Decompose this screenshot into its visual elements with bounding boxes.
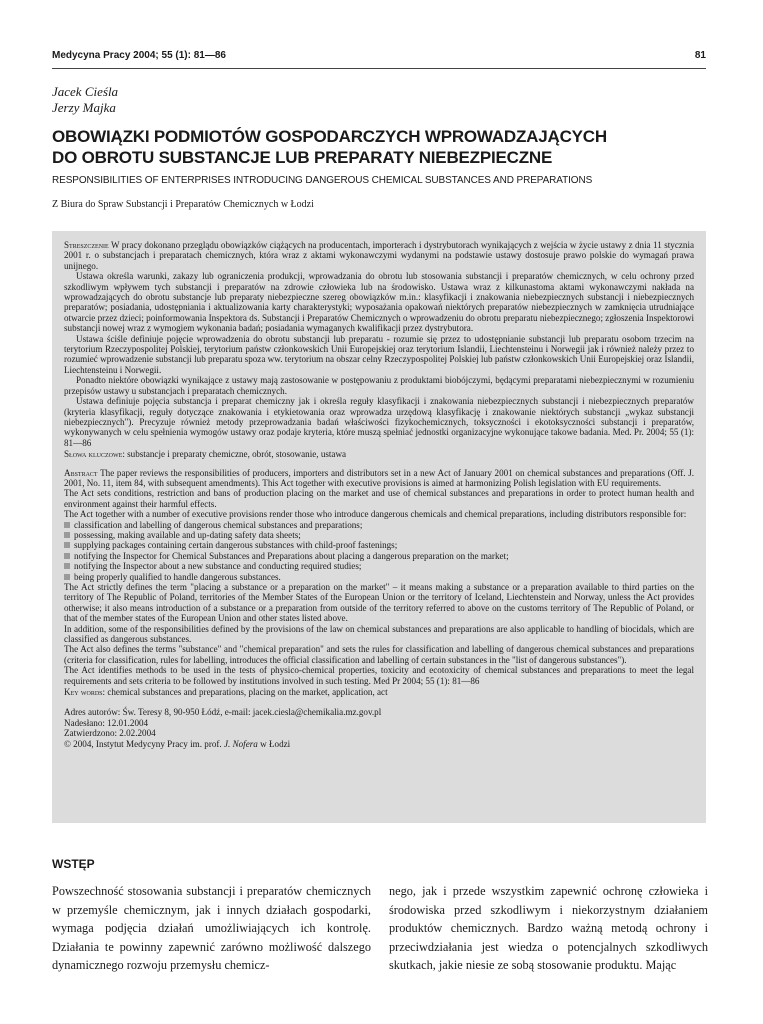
title-line: OBOWIĄZKI PODMIOTÓW GOSPODARCZYCH WPROWADZAJĄCYCH	[52, 127, 607, 146]
streszczenie-paragraph: Ustawa ściśle definiuje pojęcie wprowadzenia do obrotu substancji lub preparatu - rozumie się przez to udostępnianie substancji lub preparatu osobom trzecim na terytorium Rzeczypospolitej Polskiej, terytorium państw członkowskich Unii Europejskiej oraz terytorium Islandii, Liechtensteinu i Norwegii jak i również należy przez to rozumieć wprowadzenie substancji lub preparatu spoza ww. terytorium na obszar celny Rzeczypospolitej Polskiej lub państw członkowskich Unii Europejskiej oraz Islandii, Liechtensteinu i Norwegii.	[64, 333, 694, 375]
abstract-paragraph: The Act sets conditions, restriction and bans of production placing on the market and use of chemical substances and preparations in order to protect human health and environment against their harmful effects.	[64, 488, 694, 509]
affiliation: Z Biura do Spraw Substancji i Preparatów Chemicznych w Łodzi	[52, 199, 314, 210]
body-column-right: nego, jak i przede wszystkim zapewnić ochronę człowieka i środowiska przed szkodliwym i niekorzystnym działaniem produktów chemicznych. Bardzo ważną metodą ochrony i przeciwdziałania jest wiedza o potencjalnych szkodliwych skutkach, jakie niesie ze sobą stosowanie produktu. Mając	[389, 884, 708, 973]
bullet-item: notifying the Inspector about a new substance and conducting required studies;	[64, 561, 694, 571]
abstract-paragraph: The Act identifies methods to be used in the tests of physico-chemical properties, toxicity and ecotoxicity of chemical substances and preparations to meet the legal requirements and sets criteria to be followed by institutions involved in such testing. Med Pr 2004; 55 (1): 81—86	[64, 665, 694, 686]
abstract-paragraph: The Act also defines the terms "substance" and "chemical preparation" and sets the rules for classification and labelling of dangerous chemical substances and preparations (criteria for classification, rules for labelling, introduces the official classification and labelling of certain substances in the "list of dangerous substances").	[64, 644, 694, 665]
english-title: RESPONSIBILITIES OF ENTERPRISES INTRODUCING DANGEROUS CHEMICAL SUBSTANCES AND PREPARATIONS	[52, 175, 593, 186]
received-date: Nadesłano: 12.01.2004	[64, 718, 149, 729]
streszczenie-paragraph: Ustawa definiuje pojęcia substancja i preparat chemiczny jak i określa reguły klasyfikacji i znakowania niebezpiecznych substancji i niebezpiecznych preparatów (kryteria klasyfikacji, reguły dotyczące znakowania i etykietowania oraz wprowadza urzędową klasyfikację i znakowanie niektórych substancji „wykaz substancji niebezpiecznych"). Precyzuje również metody przeprowadzania badań właściwości fizykochemicznych, toksyczności i ekotoksyczności substancji i preparatów, wykonywanych w celu spełnienia wymogów ustawy oraz podaje kryteria, które muszą spełniać jednostki organizacyjne wykonujące takowe badania. Med. Pr. 2004; 55 (1): 81—86	[64, 396, 694, 448]
english-keywords: Key words: chemical substances and preparations, placing on the market, application, act	[64, 687, 388, 698]
streszczenie-label: Streszczenie	[64, 240, 109, 250]
square-bullet-icon	[64, 563, 70, 569]
abstract-paragraph: In addition, some of the responsibilities defined by the provisions of the law on chemical substances and preparations are also applicable to handling of biocidals, which are classified as dangerous substances.	[64, 623, 694, 645]
copyright-line: © 2004, Instytut Medycyny Pracy im. prof. J. Nofera w Łodzi	[64, 738, 291, 749]
author-address: Adres autorów: Św. Teresy 8, 90-950 Łódź, e-mail: jacek.ciesla@chemikalia.mz.gov.pl	[64, 707, 382, 718]
section-heading: WSTĘP	[52, 857, 95, 871]
square-bullet-icon	[64, 553, 70, 559]
square-bullet-icon	[64, 522, 70, 528]
page-number: 81	[694, 50, 706, 61]
bullet-item: notifying the Inspector for Chemical Substances and Preparations about placing a dangerous preparation on the market;	[64, 551, 694, 561]
streszczenie-paragraph: Streszczenie W pracy dokonano przeglądu obowiązków ciążących na producentach, importerach i dystrybutorach wynikających z wejścia w życie ustawy z dnia 11 stycznia 2001 r. o substancjach i preparatach chemicznych, która wraz z aktami wykonawczymi wydanymi na podstawie ustawy dostosuje prawo polskie do wymagań prawa unijnego.	[64, 240, 695, 271]
title-line: DO OBROTU SUBSTANCJE LUB PREPARATY NIEBEZPIECZNE	[52, 148, 553, 167]
bullet-item: possessing, making available and up-dating safety data sheets;	[64, 530, 694, 540]
abstract-box	[52, 231, 706, 823]
approved-date: Zatwierdzono: 2.02.2004	[64, 728, 156, 739]
abstract-paragraph: The Act strictly defines the term "placing a substance or a preparation on the market" – it means making a substance or a preparation available to third parties on the territory of The Republic of Poland, territories of the Member States of the European Union or the territory of Iceland, Liechtenstein and Norway, unless the Act provides otherwise; it also means introduction of a substance or a preparation from outside of the territory referred to above on the customs territory of The Republic of Poland, or that of the member states of the European Union and other states listed above.	[64, 582, 694, 624]
running-header	[52, 48, 706, 69]
abstract-paragraph: The Act together with a number of executive provisions render those who introduce dangerous chemicals and chemical preparations, including distributors responsible for:	[64, 509, 687, 520]
bullet-item: being properly qualified to handle dangerous substances.	[64, 572, 694, 582]
streszczenie-paragraph: Ponadto niektóre obowiązki wynikające z ustawy mają zastosowanie w postępowaniu z produktami biobójczymi, będącymi preparatami niebezpiecznymi w rozumieniu przepisów ustawy u substancjach i preparatach chemicznych.	[64, 375, 694, 396]
abstract-label: Abstract	[64, 467, 98, 478]
square-bullet-icon	[64, 574, 70, 580]
square-bullet-icon	[64, 532, 70, 538]
bullet-item: supplying packages containing certain dangerous substances with child-proof fastenings;	[64, 540, 694, 550]
abstract-paragraph: Abstract The paper reviews the responsibilities of producers, importers and distributors set in a new Act of January 2001 on chemical substances and preparations (Off. J. 2001, No. 11, item 84, with subsequent amendments). This Act together with executive provisions is aimed at harmonizing Polish legislation with EU requirements.	[64, 467, 695, 488]
author-name: Jerzy Majka	[52, 100, 116, 115]
bullet-item: classification and labelling of dangerous chemical substances and preparations;	[64, 520, 694, 530]
author-list	[52, 84, 118, 116]
square-bullet-icon	[64, 542, 70, 548]
author-name: Jacek Cieśla	[52, 84, 119, 99]
body-column-left: Powszechność stosowania substancji i preparatów chemicznych w przemyśle chemicznym, jak i innych działach gospodarki, wymaga podjęcia działań umożliwiających ich kontrolę. Działania te powinny zapewnić zarówno możliwość dalszego dynamicznego rozwoju przemysłu chemicz-	[52, 884, 371, 973]
journal-citation: Medycyna Pracy 2004; 55 (1): 81—86	[52, 50, 226, 61]
streszczenie-paragraph: Ustawa określa warunki, zakazy lub ograniczenia produkcji, wprowadzania do obrotu lub stosowania substancji i preparatów chemicznych, w celu ochrony przed szkodliwym wpływem tych substancji i preparatów na zdrowie człowieka lub na środowisko. Ustawa wraz z kilkunastoma aktami wykonawczymi nakłada na wprowadzających do obrotu substancje lub preparaty niebezpieczne szereg obowiązków m.in.: klasyfikacji i znakowania niebezpiecznych substancji i niebezpiecznych preparatów; posiadania, udostępniania i aktualizowania karty charakterystyki; wyposażania opakowań niektórych preparatów niebezpiecznych w zamknięcia utrudniające otwarcie przez dzieci; poinformowania Inspektora ds. Substancji i Preparatów Chemicznych o wprowadzeniu do obrotu preparatu niebezpiecznego; zgłoszenia Inspektorowi substancji nowej wraz z wymogiem wykonania badań; posiadania wymaganych kwalifikacji przez dystrybutora.	[64, 271, 694, 334]
polish-keywords: Słowa kluczowe: substancje i preparaty chemiczne, obrót, stosowanie, ustawa	[64, 449, 347, 460]
article-title	[52, 126, 723, 168]
